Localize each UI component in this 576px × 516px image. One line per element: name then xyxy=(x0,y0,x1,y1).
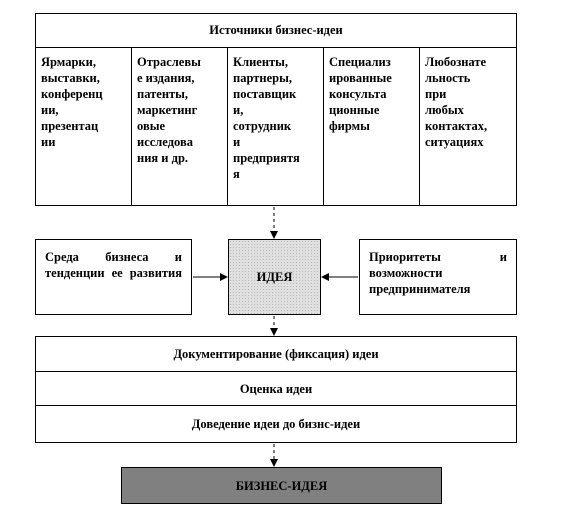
step-documenting-label: Документирование (фиксация) идеи xyxy=(173,347,379,361)
business-idea-result-label: БИЗНЕС-ИДЕЯ xyxy=(235,478,328,493)
idea-label: ИДЕЯ xyxy=(256,270,293,284)
entrepreneur-priorities-text: Приоритеты и возможности предпринимателя xyxy=(369,250,507,296)
source-text: Специализ ированные консульта ционные фирмы xyxy=(329,55,392,133)
step-evaluation-label: Оценка идеи xyxy=(239,381,313,396)
business-environment-text: Среда бизнеса и тенденции ее развития xyxy=(45,250,182,280)
source-text: Ярмарки, выставки, конференц ии, презентац ии xyxy=(41,55,103,149)
source-text: Любознате льность при любых контактах, ситуациях xyxy=(425,55,488,149)
source-text: Отраслевы е издания, патенты, маркетинг овые исследова ния и др. xyxy=(137,55,201,165)
step-refinement-label: Доведение идеи до бизнс-идеи xyxy=(191,417,361,431)
source-text: Клиенты, партнеры, поставщик и, сотрудник и предприятя я xyxy=(233,55,300,181)
sources-title: Источники бизнес-идеи xyxy=(209,23,343,37)
